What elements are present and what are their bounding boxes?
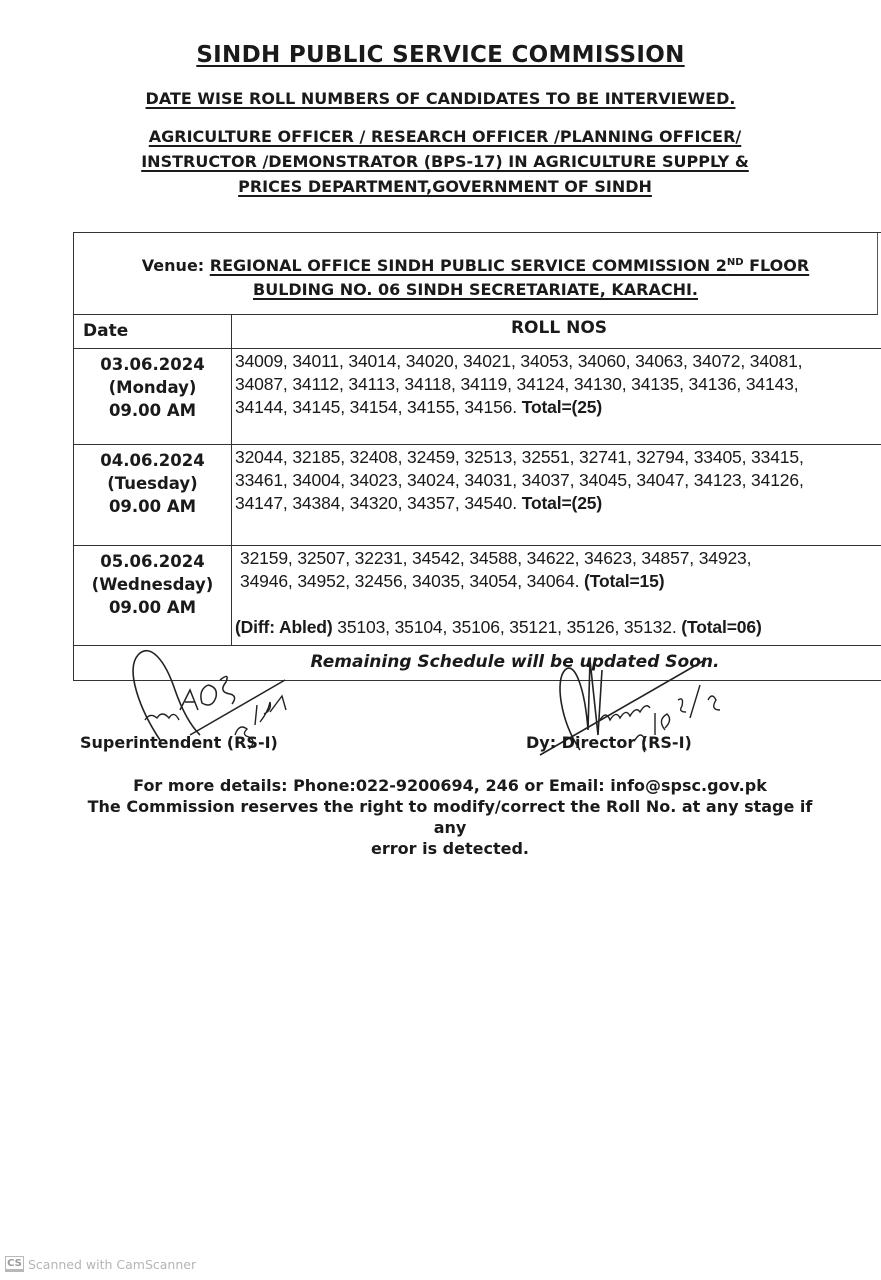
interview-schedule-table [73,232,881,681]
header-roll-nos: ROLL NOS [510,318,608,338]
diff-abled-label: (Diff: Abled) [235,617,333,637]
venue-box [74,233,878,315]
watermark-text: Scanned with CamScanner [28,1256,197,1272]
post-line-2: INSTRUCTOR /DEMONSTRATOR (BPS-17) IN AGRICULTURE SUPPLY & [141,152,749,171]
table-row [74,444,881,546]
disclaimer-line-2: error is detected. [371,839,529,858]
date-cell: 05.06.2024 (Wednesday) 09.00 AM [91,552,214,617]
total-label: (Total=15) [584,571,665,591]
post-line-1: AGRICULTURE OFFICER / RESEARCH OFFICER /PLANNING OFFICER/ [148,127,742,146]
table-row [74,545,881,646]
document-title: SINDH PUBLIC SERVICE COMMISSION [196,42,685,68]
table-header-row [74,315,881,349]
total-label: Total=(25) [521,493,603,513]
date-cell: 04.06.2024 (Tuesday) 09.00 AM [100,451,205,516]
camscanner-logo-icon: CS [5,1256,24,1272]
venue-label: Venue: [141,256,205,275]
contact-details: For more details: Phone:022-9200694, 246 or Email: info@spsc.gov.pk [133,776,767,795]
date-cell: 03.06.2024 (Monday) 09.00 AM [100,355,205,420]
table-row [74,348,881,445]
camscanner-watermark [5,1256,196,1272]
post-description [110,124,780,199]
differently-abled-rolls: (Diff: Abled) 35103, 35104, 35106, 35121, 35126, 35132. (Total=06) [235,617,762,637]
post-line-3: PRICES DEPARTMENT,GOVERNMENT OF SINDH [238,177,652,196]
footer-notes [70,775,830,859]
diff-total-label: (Total=06) [681,617,762,637]
roll-cell: 32044, 32185, 32408, 32459, 32513, 32551, 32741, 32794, 33405, 33415, 33461, 34004, 34023, 34024, 34031, 34037, 34045, 34047, 34123, 34126, 34147, 34384, 34320, 34357, 34540. Total=(25) [235,447,804,513]
deputy-director-title: Dy: Director (RS-I) [526,733,692,752]
remaining-schedule-note: Remaining Schedule will be updated Soon. [74,645,881,681]
disclaimer-line-1: The Commission reserves the right to modify/correct the Roll No. at any stage if any [87,797,813,837]
header-date: Date [83,321,129,341]
roll-cell: 34009, 34011, 34014, 34020, 34021, 34053, 34060, 34063, 34072, 34081, 34087, 34112, 34113, 34118, 34119, 34124, 34130, 34135, 34136, 34143, 34144, 34145, 34154, 34155, 34156. Total=(25) [235,351,803,417]
superintendent-title: Superintendent (RS-I) [80,733,278,752]
document-subtitle: DATE WISE ROLL NUMBERS OF CANDIDATES TO BE INTERVIEWED. [145,89,736,108]
roll-cell: 32159, 32507, 32231, 34542, 34588, 34622, 34623, 34857, 34923, 34946, 34952, 32456, 34035, 34054, 34064. (Total=15) [240,548,752,591]
venue-line-2: BULDING NO. 06 SINDH SECRETARIATE, KARACHI. [253,280,698,299]
venue-line-1: REGIONAL OFFICE SINDH PUBLIC SERVICE COMMISSION 2ND FLOOR [209,256,810,275]
total-label: Total=(25) [521,397,603,417]
